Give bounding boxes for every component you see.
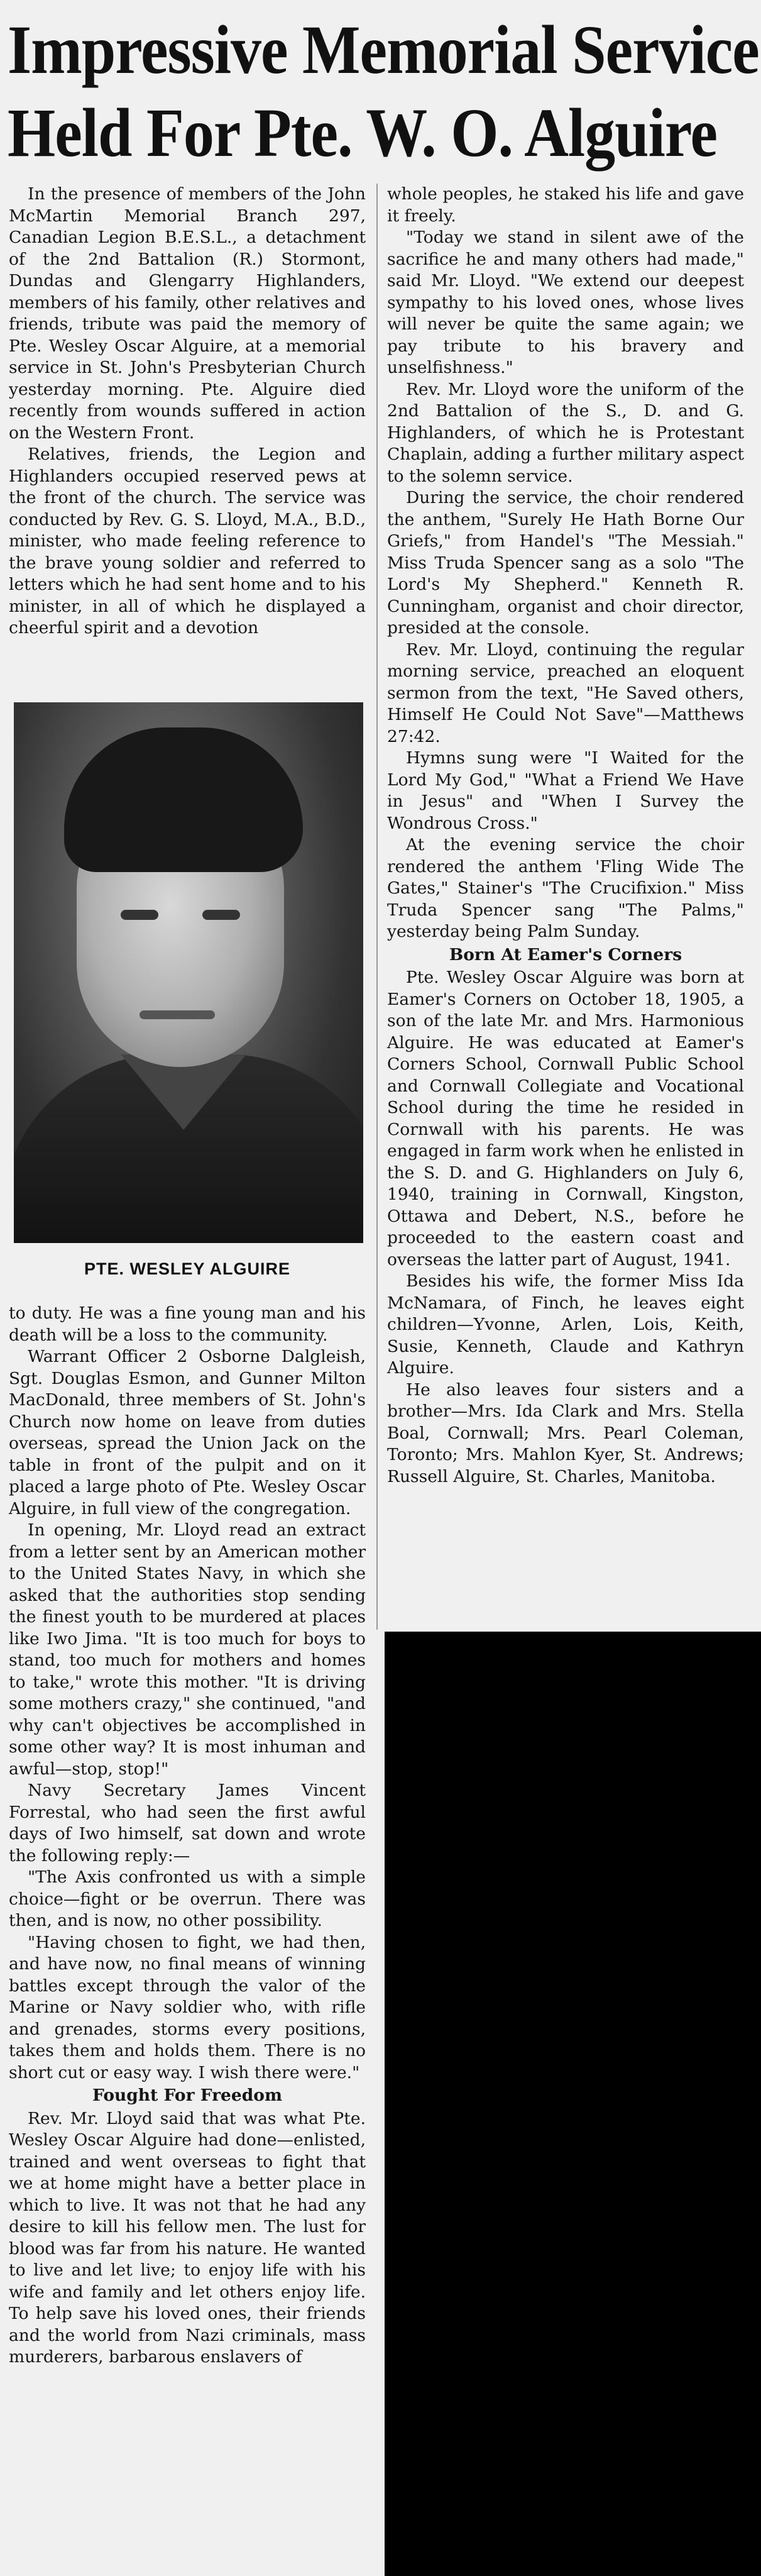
paragraph: Besides his wife, the former Miss Ida McNamara, of Finch, he leaves eight children—Yvonne, Arlen, Lois, Keith, Susie, Kenneth, Claude and Kathryn Alguire. [387, 1271, 744, 1378]
subhead: Fought For Freedom [92, 2086, 283, 2105]
portrait-photo [14, 702, 363, 1243]
paragraph: whole peoples, he staked his life and gave it freely. [387, 184, 744, 226]
paragraph: In opening, Mr. Lloyd read an extract from a letter sent by an American mother to the United States Navy, in which she asked that the authorities stop sending the finest youth to be murdered at places like Iwo Jima. "It is too much for boys to stand, too much for mothers and homes to take," wrote this mother. "It is driving some mothers crazy," she continued, "and why can't objectives be accomplished in some other way? It is most inhuman and awful—stop, stop!" [9, 1520, 366, 1779]
subhead: Born At Eamer's Corners [449, 944, 682, 965]
paragraph: He also leaves four sisters and a brother—Mrs. Ida Clark and Mrs. Stella Boal, Cornwall; Mrs. Pearl Coleman, Toronto; Mrs. Mahlon Kyer, St. Andrews; Russell Alguire, St. Charles, Manitoba. [387, 1379, 744, 1486]
paragraph: Pte. Wesley Oscar Alguire was born at Eamer's Corners on October 18, 1905, a son of the late Mr. and Mrs. Harmonious Alguire. He was educated at Eamer's Corners School, Cornwall Public School and Cornwall Collegiate and Vocational School during the time he resided in Cornwall with his parents. He was engaged in farm work when he enlisted in the S. D. and G. Highlanders on July 6, 1940, training in Cornwall, Kingston, Ottawa and Debert, N.S., before he proceeded to the eastern coast and overseas the latter part of August, 1941. [387, 968, 744, 1269]
paragraph: At the evening service the choir rendered the anthem 'Fling Wide The Gates," Stainer's "The Crucifixion." Miss Truda Spencer sang "The Palms," yesterday being Palm Sunday. [387, 835, 744, 941]
paragraph: In the presence of members of the John McMartin Memorial Branch 297, Canadian Legion B.E.S.L., a detachment of the 2nd Battalion (R.) Stormont, Dundas and Glengarry Highlanders, members of his family, other relatives and friends, tribute was paid the memory of Pte. Wesley Oscar Alguire, at a memorial service in St. John's Presbyterian Church yesterday morning. Pte. Alguire died recently from wounds suffered in action on the Western Front. [9, 184, 366, 443]
photo-mouth [140, 1010, 215, 1019]
headline [8, 9, 759, 175]
column-2 [387, 184, 744, 1488]
paragraph: "Today we stand in silent awe of the sacrifice he and many others had made," said Mr. Lloyd. "We extend our deepest sympathy to his loved ones, whose lives will never be quite the same again; we pay tribute to his bravery and unselfishness." [387, 228, 744, 377]
headline-line-1: Impressive Memorial Service [8, 12, 759, 89]
photo-eye [121, 910, 158, 920]
paragraph: Hymns sung were "I Waited for the Lord My God," "What a Friend We Have in Jesus" and "When I Survey the Wondrous Cross." [387, 748, 744, 833]
column-1-top [9, 184, 366, 639]
paragraph: Rev. Mr. Lloyd, continuing the regular morning service, preached an eloquent sermon from the text, "He Saved others, Himself He Could Not Save"—Matthews 27:42. [387, 639, 744, 746]
paragraph: Navy Secretary James Vincent Forrestal, who had seen the first awful days of Iwo himself, sat down and wrote the following reply:— [9, 1781, 366, 1866]
column-divider [376, 184, 378, 1630]
paragraph: Warrant Officer 2 Osborne Dalgleish, Sgt. Douglas Esmon, and Gunner Milton MacDonald, three members of St. John's Church now home on leave from duties overseas, spread the Union Jack on the table in front of the pulpit and on it placed a large photo of Pte. Wesley Oscar Alguire, in full view of the congregation. [9, 1347, 366, 1518]
photo-hair [64, 727, 303, 872]
paragraph: "The Axis confronted us with a simple choice—fight or be overrun. There was then, and is now, no other possibility. [9, 1867, 366, 1930]
photo-caption: PTE. WESLEY ALGUIRE [84, 1259, 291, 1278]
photo-eye [202, 910, 240, 920]
paragraph: Relatives, friends, the Legion and Highlanders occupied reserved pews at the front of the church. The service was conducted by Rev. G. S. Lloyd, M.A., B.D., minister, who made feeling reference to the brave young soldier and referred to letters which he had sent home and to his minister, in all of which he displayed a cheerful spirit and a devotion [9, 445, 366, 638]
paragraph: to duty. He was a fine young man and his death will be a loss to the community. [9, 1303, 366, 1345]
paragraph: Rev. Mr. Lloyd said that was what Pte. Wesley Oscar Alguire had done—enlisted, trained and went overseas to fight that we at home might have a better place in which to live. It was not that he had any desire to kill his fellow men. The lust for blood was far from his nature. He wanted to live and let live; to enjoy life with his wife and family and let others enjoy life. To help save his loved ones, their friends and the world from Nazi criminals, mass murderers, barbarous enslavers of [9, 2108, 366, 2367]
column-1-bottom [9, 1303, 366, 2369]
headline-line-2: Held For Pte. W. O. Alguire [8, 95, 718, 172]
paragraph: "Having chosen to fight, we had then, and have now, no final means of winning battles except through the valor of the Marine or Navy soldier who, with rifle and grenades, storms every positions, takes them and holds them. There is no short cut or easy way. I wish there were." [9, 1932, 366, 2082]
paragraph: Rev. Mr. Lloyd wore the uniform of the 2nd Battalion of the S., D. and G. Highlanders, of which he is Protestant Chaplain, adding a further military aspect to the solemn service. [387, 379, 744, 486]
paragraph: During the service, the choir rendered the anthem, "Surely He Hath Borne Our Griefs," from Handel's "The Messiah." Miss Truda Spencer sang as a solo "The Lord's My Shepherd." Kenneth R. Cunningham, organist and choir director, presided at the console. [387, 488, 744, 638]
